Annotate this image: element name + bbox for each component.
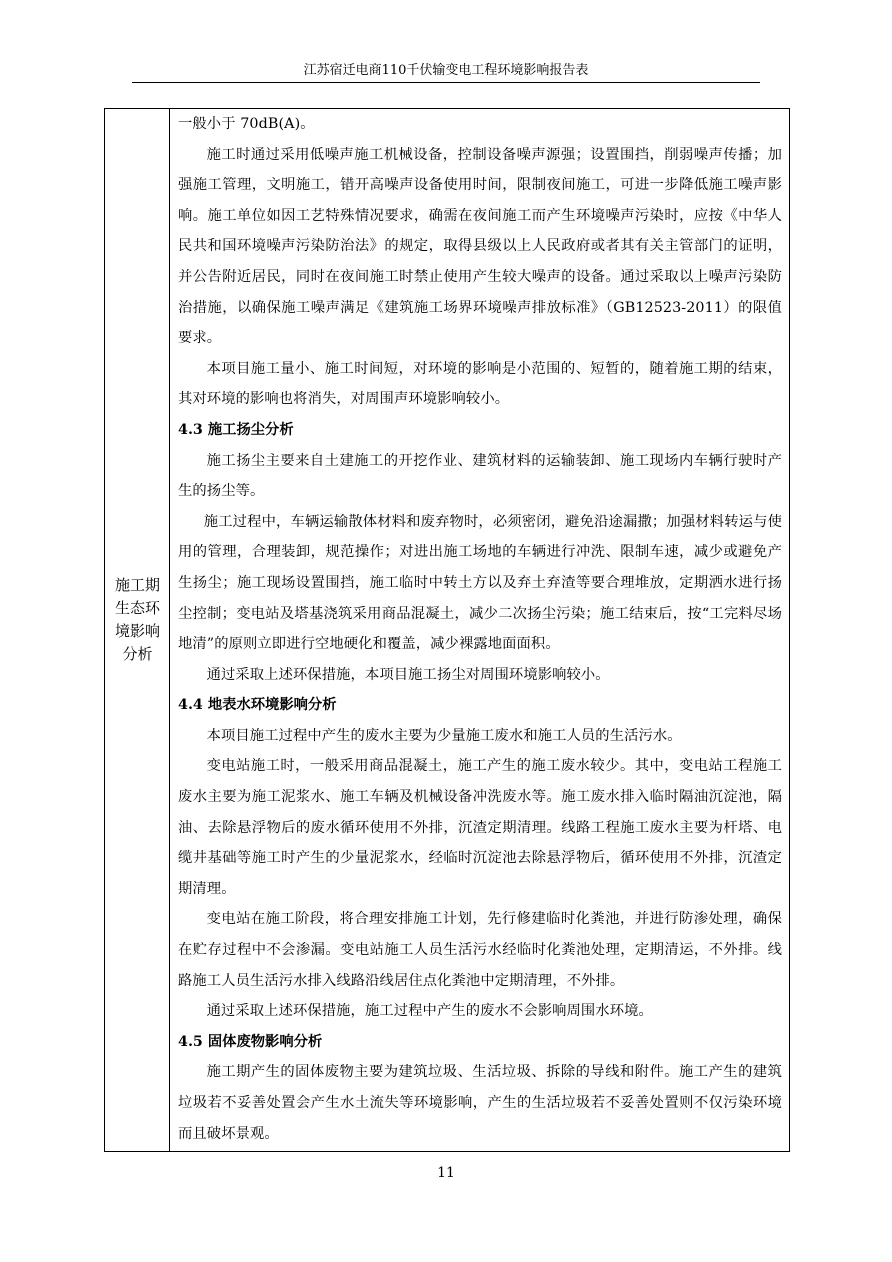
running-header: 江苏宿迁电商110千伏输变电工程环境影响报告表 [303, 63, 589, 78]
section-label-cell [105, 109, 170, 1151]
paragraph-dust-measures: 施工过程中，车辆运输散体材料和废弃物时，必须密闭，避免沿途漏撒；加强材料转运与使用的管理，合理装卸，规范操作；对进出施工场地的车辆进行冲洗、限制车速，减少或避免产生扬尘；施工现场设置围挡，施工临时中转土方以及弃土弃渣等要合理堆放，定期洒水进行扬尘控制；变电站及塔基浇筑采用商品混凝土，减少二次扬尘污染；施工结束后，按“工完料尽场地清”的原则立即进行空地硬化和覆盖，减少裸露地面面积。 [178, 513, 782, 653]
paragraph-noise-measures: 施工时通过采用低噪声施工机械设备，控制设备噪声源强；设置围挡，削弱噪声传播；加强施工管理，文明施工，错开高噪声设备使用时间，限制夜间施工，可进一步降低施工噪声影响。施工单位如因工艺特殊情况要求，确需在夜间施工而产生环境噪声污染时，应按《中华人民共和国环境噪声污染防治法》的规定，取得县级以上人民政府或者其有关主管部门的证明，并公告附近居民，同时在夜间施工时禁止使用产生较大噪声的设备。通过采取以上噪声污染防治措施，以确保施工噪声满足《建筑施工场界环境噪声排放标准》（GB12523-2011）的限值要求。 [178, 146, 782, 347]
page-number: 11 [437, 1165, 455, 1181]
paragraph-solid-waste: 施工期产生的固体废物主要为建筑垃圾、生活垃圾、拆除的导线和附件。施工产生的建筑垃圾若不妥善处置会产生水土流失等环境影响，产生的生活垃圾若不妥善处置则不仅污染环境而且破坏景观。 [178, 1064, 782, 1142]
paragraph-water-substation: 变电站施工时，一般采用商品混凝土，施工产生的施工废水较少。其中，变电站工程施工废水主要为施工泥浆水、施工车辆及机械设备冲洗废水等。施工废水排入临时隔油沉淀池，隔油、去除悬浮物后的废水循环使用不外排，沉渣定期清理。线路工程施工废水主要为杆塔、电缆井基础等施工时产生的少量泥浆水，经临时沉淀池去除悬浮物后，循环使用不外排，沉渣定期清理。 [178, 758, 782, 897]
paragraph-dust-conclusion: 通过采取上述环保措施，本项目施工扬尘对周围环境影响较小。 [206, 666, 610, 683]
paragraph-water-sewage: 变电站在施工阶段，将合理安排施工计划，先行修建临时化粪池，并进行防渗处理，确保在贮存过程中不会渗漏。变电站施工人员生活污水经临时化粪池处理，定期清运，不外排。线路施工人员生活污水排入线路沿线居住点化粪池中定期清理，不外排。 [178, 911, 782, 989]
paragraph-noise-conclusion: 本项目施工量小、施工时间短，对环境的影响是小范围的、短暂的，随着施工期的结束，其对环境的影响也将消失，对周围声环境影响较小。 [178, 360, 782, 408]
paragraph-water-sources: 本项目施工过程中产生的废水主要为少量施工废水和施工人员的生活污水。 [206, 727, 682, 744]
section-label: 施工期生态环境影响分析 [114, 576, 160, 663]
header-rule [132, 82, 760, 83]
paragraph-noise-limit: 一般小于 70dB(A)。 [178, 116, 315, 132]
heading-4-5-solid-waste: 4.5 固体废物影响分析 [178, 1033, 323, 1050]
paragraph-dust-sources: 施工扬尘主要来自土建施工的开挖作业、建筑材料的运输装卸、施工现场内车辆行驶时产生的扬尘等。 [178, 452, 782, 500]
heading-4-4-water: 4.4 地表水环境影响分析 [178, 697, 337, 714]
report-table [104, 108, 790, 1152]
paragraph-water-conclusion: 通过采取上述环保措施，施工过程中产生的废水不会影响周围水环境。 [206, 1003, 653, 1020]
content-cell [178, 109, 782, 1149]
heading-4-3-dust: 4.3 施工扬尘分析 [178, 421, 294, 438]
